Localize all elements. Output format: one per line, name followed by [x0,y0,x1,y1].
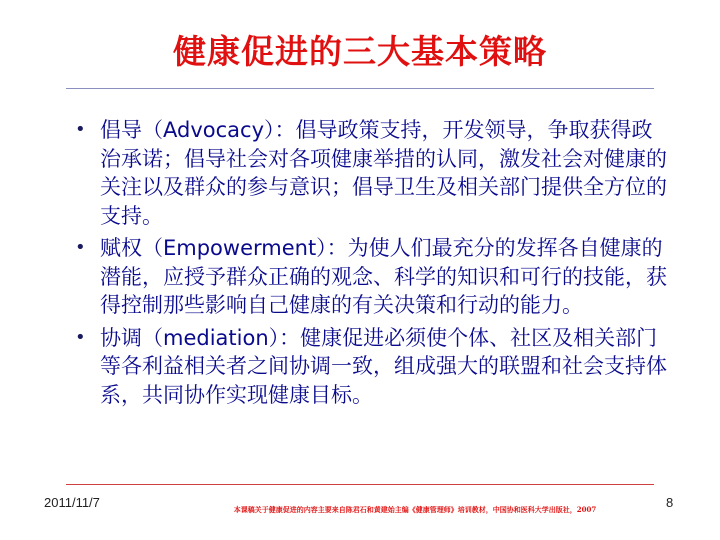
bullet-text: 倡导（Advocacy）：倡导政策支持，开发领导，争取获得政治承诺；倡导社会对各项健康举措的认同，激发社会对健康的关注以及群众的参与意识；倡导卫生及相关部门提供全方位的支持。 [100,118,667,228]
bullet-marker: • [75,326,86,348]
footer-date: 2011/11/7 [44,495,100,510]
page-number: 8 [666,495,674,510]
footer-divider [66,484,654,485]
title-divider [66,88,654,89]
bullet-text: 赋权（Empowerment）：为使人们最充分的发挥各自健康的潜能，应授予群众正确的观念、科学的知识和可行的技能，获得控制那些影响自己健康的有关决策和行动的能力。 [100,236,667,317]
bullet-empowerment [72,234,672,320]
bullet-mediation [72,324,672,410]
slide-title: 健康促进的三大基本策略 [173,32,547,71]
bullet-advocacy [72,116,672,230]
footer-source-note: 本课稿关于健康促进的内容主要来自陈君石和黄建始主编《健康管理师》培训教材，中国协和医科大学出版社，2007 [233,505,597,514]
bullet-marker: • [75,237,86,258]
bullet-text: 协调（mediation）：健康促进必须使个体、社区及相关部门等各利益相关者之间协调一致，组成强大的联盟和社会支持体系，共同协作实现健康目标。 [100,325,667,407]
bullet-marker: • [75,119,86,140]
bullet-list [72,116,672,413]
